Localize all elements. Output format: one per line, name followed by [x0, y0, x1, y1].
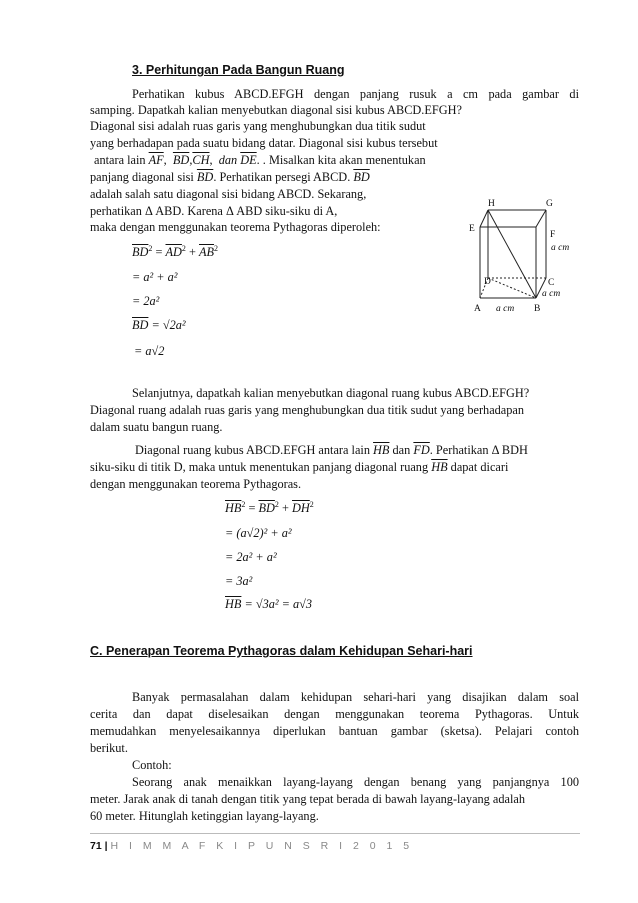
paragraph-line: Diagonal ruang adalah ruas garis yang menghubungkan dua titik sudut yang berhadapan: [90, 403, 525, 417]
segment-bd: $\overline{BD}$: [172, 153, 190, 167]
label-f: F: [550, 230, 556, 240]
text: = √2a²: [151, 318, 186, 332]
paragraph-line: samping. Dapatkah kalian menyebutkan diagonal sisi kubus ABCD.EFGH?: [90, 103, 462, 117]
text: . . Misalkan kita akan menentukan: [256, 153, 426, 167]
paragraph-line: dalam suatu bangun ruang.: [90, 420, 223, 434]
segment-hb: $\overline{HB}$: [225, 597, 242, 611]
paragraph-line: [90, 169, 370, 185]
label-depth: a cm: [542, 289, 561, 299]
paragraph-line: [90, 459, 508, 475]
label-rusuk: a cm: [551, 243, 570, 253]
equation: = a√2: [134, 344, 165, 358]
page-footer: [90, 840, 413, 852]
text: . Perhatikan persegi ABCD.: [213, 170, 351, 184]
paragraph-line: yang berhadapan pada suatu bidang datar. Diagonal sisi kubus tersebut: [90, 136, 438, 150]
label-d: D: [484, 277, 491, 287]
paragraph-line: cerita dan dapat diselesaikan dengan menggunakan teorema Pythagoras. Untuk: [90, 707, 579, 721]
footer-org: H I M M A F K I P U N S R I 2 0 1 5: [110, 840, 414, 852]
segment-dh: $\overline{DH}$: [292, 501, 310, 516]
paragraph-line: Contoh:: [132, 758, 172, 772]
text: . Perhatikan Δ BDH: [429, 443, 528, 457]
label-b: B: [534, 304, 541, 314]
paragraph-line: memudahkan menyelesaikannya diperlukan bantuan gambar (sketsa). Pelajari contoh: [90, 724, 579, 738]
segment-af: $\overline{AF}$: [148, 153, 164, 167]
segment-ab: $\overline{AB}$: [199, 245, 215, 260]
cube-diagram: [466, 195, 586, 320]
text: siku-siku di titik D, maka untuk menentukan panjang diagonal ruang: [90, 460, 429, 474]
segment-de: $\overline{DE}$: [240, 153, 257, 167]
equation: = 3a²: [225, 574, 253, 588]
paragraph-line: antara lain $\overline{AF}$, $\overline{BD},\overline{CH}$, dan $\overline{DE}$. . Misalkan kita akan menentukan: [94, 153, 426, 167]
text: Diagonal ruang kubus ABCD.EFGH antara lain: [135, 443, 370, 457]
paragraph-line: berikut.: [90, 741, 128, 755]
paragraph-line: maka dengan menggunakan teorema Pythagoras diperoleh:: [90, 220, 381, 234]
text: = √3a² = a√3: [244, 597, 313, 611]
equation: = 2a²: [132, 294, 160, 308]
paragraph-line: perhatikan Δ ABD. Karena Δ ABD siku-siku di A,: [90, 204, 338, 218]
segment-ad: $\overline{AD}$: [165, 245, 182, 260]
paragraph-line: Selanjutnya, dapatkah kalian menyebutkan diagonal ruang kubus ABCD.EFGH?: [132, 386, 530, 400]
paragraph-line: 60 meter. Hitunglah ketinggian layang-layang.: [90, 809, 319, 823]
segment-bd: $\overline{BD}$: [132, 318, 149, 332]
label-h: H: [488, 199, 495, 209]
equation: $\overline{BD}^2 = \overline{AD}^2 + \overline{AB}^2$: [132, 244, 219, 260]
equation: = (a√2)² + a²: [225, 526, 292, 540]
segment-hb: $\overline{HB}$: [225, 501, 242, 516]
segment-bd: $\overline{BD}$: [258, 501, 275, 516]
paragraph-line: Seorang anak menaikkan layang-layang dengan benang yang panjangnya 100: [132, 775, 579, 789]
label-c: C: [548, 278, 555, 288]
paragraph-line: Banyak permasalahan dalam kehidupan sehari-hari yang disajikan dalam soal: [132, 690, 579, 704]
label-base: a cm: [496, 304, 515, 314]
text: antara lain: [94, 153, 146, 167]
page-number: 71: [90, 840, 102, 852]
section-3-heading: 3. Perhitungan Pada Bangun Ruang: [132, 63, 345, 77]
section-c-heading: C. Penerapan Teorema Pythagoras dalam Kehidupan Sehari-hari: [90, 644, 473, 658]
text: dapat dicari: [450, 460, 509, 474]
segment-fd: $\overline{FD}$: [413, 443, 430, 457]
footer-separator: |: [104, 840, 108, 852]
footer-divider: [90, 833, 580, 834]
segment-hb: $\overline{HB}$: [373, 443, 390, 457]
paragraph-line: Diagonal sisi adalah ruas garis yang menghubungkan dua titik sudut: [90, 119, 426, 133]
text: panjang diagonal sisi: [90, 170, 194, 184]
segment-hb: $\overline{HB}$: [431, 460, 448, 474]
paragraph-line: Perhatikan kubus ABCD.EFGH dengan panjang rusuk a cm pada gambar di: [132, 87, 579, 101]
label-e: E: [469, 224, 475, 234]
paragraph-line: dengan menggunakan teorema Pythagoras.: [90, 477, 302, 491]
equation: $\overline{HB}^2 = \overline{BD}^2 + \overline{DH}^2$: [225, 500, 314, 516]
equation: [132, 318, 186, 333]
segment-ch: $\overline{CH}$: [192, 153, 210, 167]
text: dan: [218, 153, 238, 167]
segment-bd: $\overline{BD}$: [353, 170, 370, 184]
paragraph-line: meter. Jarak anak di tanah dengan titik yang tepat berada di bawah layang-layang adalah: [90, 792, 525, 806]
equation: = a² + a²: [132, 270, 178, 284]
equation: = 2a² + a²: [225, 550, 277, 564]
segment-bd: $\overline{BD}$: [132, 245, 149, 260]
paragraph-line: adalah salah satu diagonal sisi bidang ABCD. Sekarang,: [90, 187, 367, 201]
equation: [225, 597, 312, 612]
paragraph-line: Diagonal ruang kubus ABCD.EFGH antara lain $\overline{HB}$ dan $\overline{FD}$. Perhatikan Δ BDH: [135, 443, 528, 457]
label-g: G: [546, 199, 553, 209]
label-a: A: [474, 304, 481, 314]
segment-bd: $\overline{BD}$: [196, 170, 214, 184]
